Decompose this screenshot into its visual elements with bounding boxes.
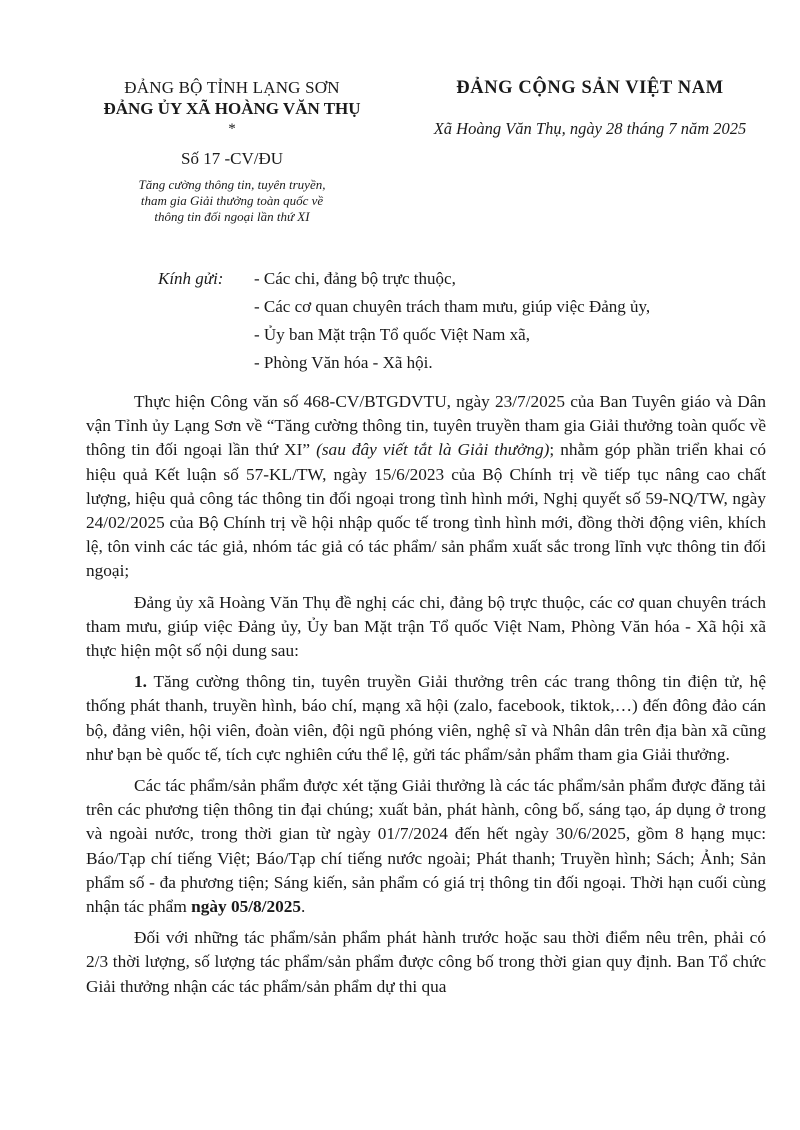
- recipients-label: Kính gửi:: [158, 269, 224, 288]
- body-paragraph: Đối với những tác phẩm/sản phẩm phát hành trước hoặc sau thời điểm nêu trên, phải có 2/3 thời lượng, số lượng tác phẩm/sản phẩm được công bố trong thời gian quy định. Ban Tổ chức Giải thưởng nhận các tác phẩm/sản phẩm dự thi qua: [86, 928, 766, 996]
- deadline-date: ngày 05/8/2025: [191, 897, 302, 917]
- star-mark: *: [228, 121, 236, 137]
- issuer-block: [82, 78, 382, 225]
- issuing-organization: ĐẢNG ỦY XÃ HOÀNG VĂN THỤ: [103, 99, 361, 118]
- motto-block: [400, 78, 780, 139]
- body-paragraph: Đảng ủy xã Hoàng Văn Thụ đề nghị các chi, đảng bộ trực thuộc, các cơ quan chuyên trách tham mưu, giúp việc Đảng ủy, Ủy ban Mặt trận Tổ quốc Việt Nam, Phòng Văn hóa - Xã hội xã thực hiện một số nội dung sau:: [86, 592, 766, 661]
- subject-line: tham gia Giải thưởng toàn quốc về: [140, 193, 324, 208]
- subject-line: thông tin đối ngoại lần thứ XI: [154, 209, 310, 224]
- parent-organization: ĐẢNG BỘ TỈNH LẠNG SƠN: [124, 78, 340, 97]
- body-paragraph: Các tác phẩm/sản phẩm được xét tặng Giải thưởng là các tác phẩm/sản phẩm được đăng tải trên các phương tiện thông tin đại chúng; xuất bản, phát hành, công bố, sáng tạo, áp dụng ở trong và ngoài nước, trong thời gian từ ngày 01/7/2024 đến hết ngày 30/6/2025, gồm 8 hạng mục: Báo/Tạp chí tiếng Việt; Báo/Tạp chí tiếng nước ngoài; Phát thanh; Truyền hình; Sách; Ảnh; Sản phẩm số - đa phương tiện; Sáng kiến, sản phẩm có giá trị thông tin đối ngoại. Thời hạn cuối cùng nhận tác phẩm ngày 05/8/2025.: [86, 776, 766, 917]
- body-paragraph: Thực hiện Công văn số 468-CV/BTGDVTU, ngày 23/7/2025 của Ban Tuyên giáo và Dân vận Tỉnh ủy Lạng Sơn về “Tăng cường thông tin, tuyên truyền tham gia Giải thưởng toàn quốc về thông tin đối ngoại lần thứ XI” (sau đây viết tắt là Giải thưởng); nhằm góp phần triển khai có hiệu quả Kết luận số 57-KL/TW, ngày 15/6/2023 của Bộ Chính trị về tiếp tục nâng cao chất lượng, hiệu quả công tác thông tin đối ngoại trong tình hình mới, Nghị quyết số 59-NQ/TW, ngày 24/02/2025 của Bộ Chính trị về hội nhập quốc tế trong tình hình mới, đồng thời động viên, khích lệ, tôn vinh các tác giả, nhóm tác giả có tác phẩm/ sản phẩm xuất sắc trong lĩnh vực thông tin đối ngoại;: [86, 392, 766, 581]
- document-number: Số 17 -CV/ĐU: [180, 149, 283, 168]
- party-motto: ĐẢNG CỘNG SẢN VIỆT NAM: [456, 78, 724, 98]
- document-body: [86, 390, 766, 1006]
- recipient-item: - Phòng Văn hóa - Xã hội.: [254, 353, 433, 372]
- document-subject: [82, 177, 382, 225]
- recipients-block: [158, 265, 650, 377]
- body-paragraph: 1. Tăng cường thông tin, tuyên truyền Giải thưởng trên các trang thông tin điện tử, hệ thống phát thanh, truyền hình, báo chí, mạng xã hội (zalo, facebook, tiktok,…) đến đông đảo cán bộ, đảng viên, hội viên, đoàn viên, đội ngũ phóng viên, nghệ sĩ và Nhân dân trên địa bàn xã cũng như bạn bè quốc tế, tích cực nghiên cứu thể lệ, gửi tác phẩm/sản phẩm tham gia Giải thưởng.: [86, 672, 766, 764]
- italic-note: (sau đây viết tắt là Giải thưởng): [316, 440, 550, 460]
- recipient-item: - Các chi, đảng bộ trực thuộc,: [254, 269, 456, 288]
- recipient-item: - Các cơ quan chuyên trách tham mưu, giúp việc Đảng ủy,: [254, 297, 651, 316]
- place-date: Xã Hoàng Văn Thụ, ngày 28 tháng 7 năm 2025: [433, 119, 747, 138]
- item-number: 1.: [134, 672, 147, 692]
- recipient-item: - Ủy ban Mặt trận Tổ quốc Việt Nam xã,: [254, 325, 530, 344]
- subject-line: Tăng cường thông tin, tuyên truyền,: [138, 177, 326, 192]
